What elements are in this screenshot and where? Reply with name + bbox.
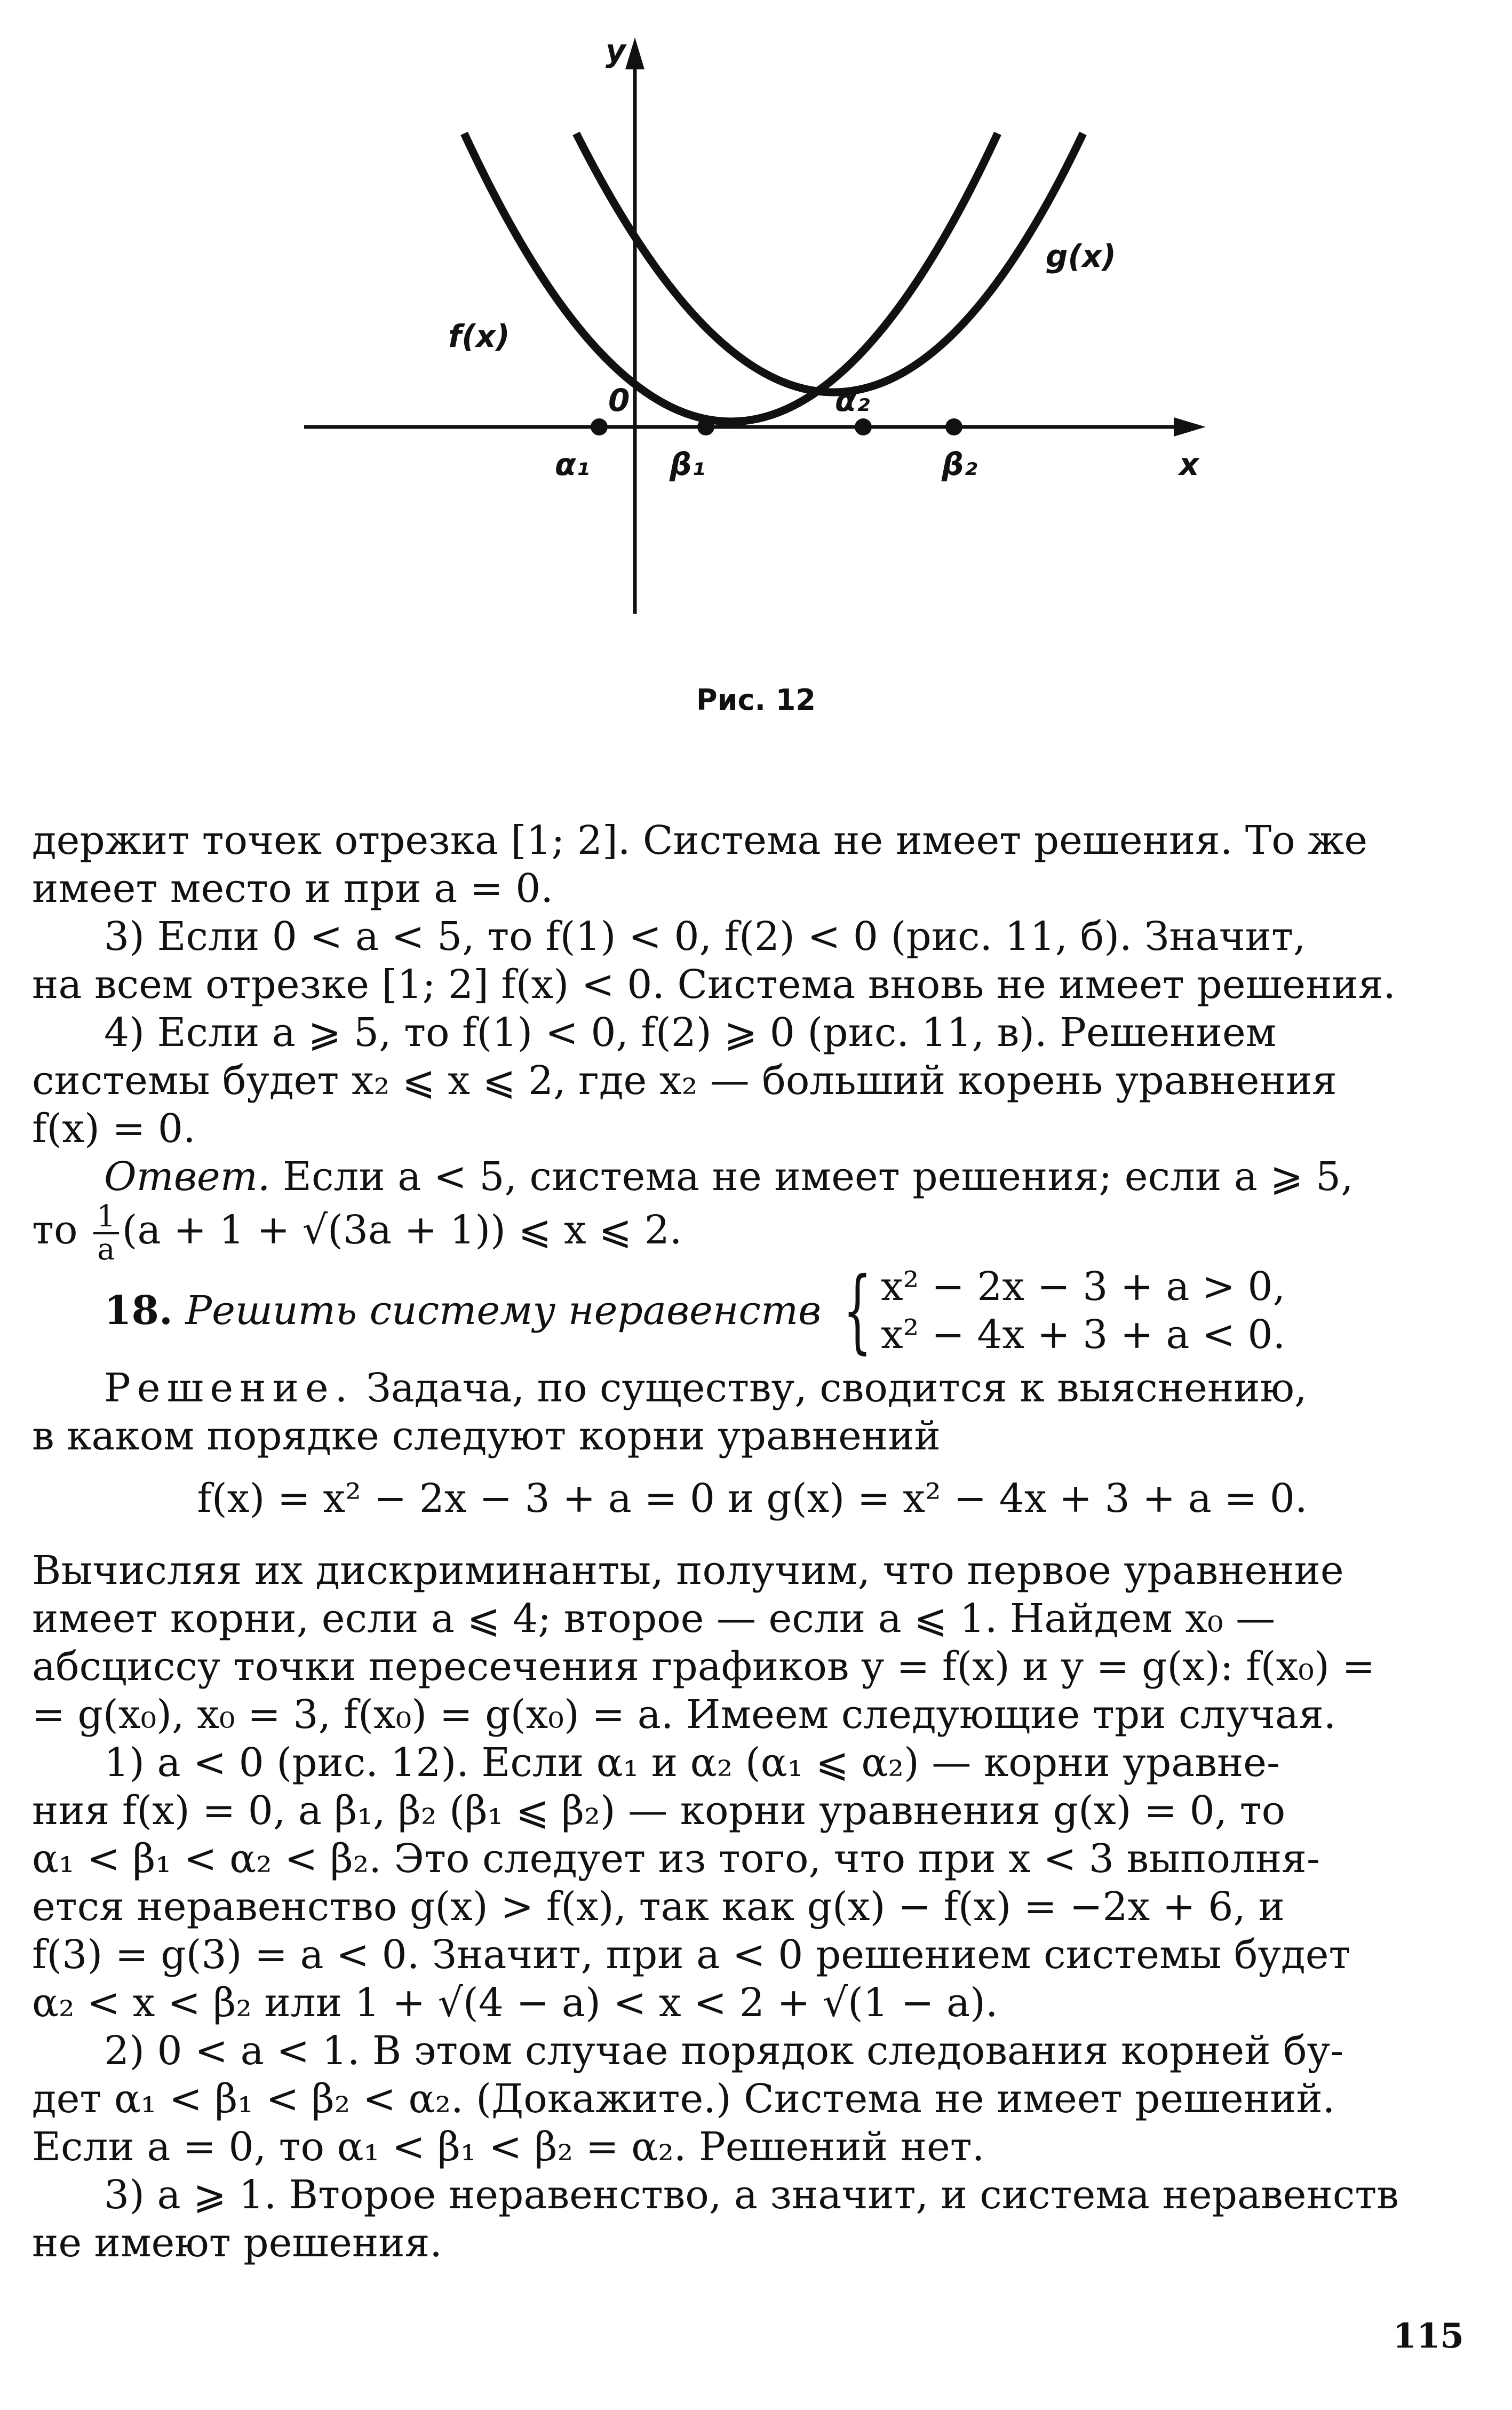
answer-formula: (a + 1 + √(3a + 1)) ⩽ x ⩽ 2. — [122, 1207, 682, 1253]
text-line: α₂ < x < β₂ или 1 + √(4 − a) < x < 2 + √(1 − a). — [32, 1980, 998, 2026]
text-line: имеет корни, если a ⩽ 4; второе — если a ⩽ 1. Найдем x₀ — — [32, 1596, 1276, 1642]
fraction-numerator: 1 — [93, 1201, 119, 1234]
text-line: 1) a < 0 (рис. 12). Если α₁ и α₂ (α₁ ⩽ α₂) — корни уравне- — [104, 1740, 1280, 1786]
text-line: дет α₁ < β₁ < β₂ < α₂. (Докажите.) Система не имеет решений. — [32, 2076, 1335, 2122]
alpha2-point — [855, 418, 872, 435]
text-line: ния f(x) = 0, а β₁, β₂ (β₁ ⩽ β₂) — корни уравнения g(x) = 0, то — [32, 1788, 1286, 1834]
page-text — [32, 816, 1473, 2267]
text-line: 3) a ⩾ 1. Второе неравенство, а значит, и система неравенств — [104, 2172, 1399, 2218]
text-line: f(3) = g(3) = a < 0. Значит, при a < 0 решением системы будет — [32, 1932, 1351, 1978]
parabolas-graph — [288, 32, 1227, 630]
g-label: g(x) — [1046, 238, 1116, 274]
text-line: не имеют решения. — [32, 2220, 442, 2266]
answer-label: Ответ. — [104, 1154, 270, 1200]
x-axis-arrow — [1174, 417, 1206, 437]
alpha1-label: α₁ — [555, 446, 590, 482]
text-line: абсциссу точки пересечения графиков y = f(x) и y = g(x): f(x₀) = — [32, 1644, 1375, 1690]
text-line: ется неравенство g(x) > f(x), так как g(x) − f(x) = −2x + 6, и — [32, 1884, 1285, 1930]
beta2-point — [945, 418, 962, 435]
origin-label: 0 — [608, 382, 630, 418]
text-line: 4) Если a ⩾ 5, то f(1) < 0, f(2) ⩾ 0 (рис. 11, в). Решением — [104, 1010, 1277, 1056]
x-axis-label: x — [1179, 446, 1199, 482]
g-curve — [576, 133, 1083, 392]
task-18 — [32, 1258, 1473, 1363]
alpha2-label: α₂ — [835, 382, 870, 418]
task-title: Решить систему неравенств — [185, 1288, 822, 1334]
system-brace: { — [842, 1258, 872, 1363]
text-line: Вычисляя их дискриминанты, получим, что первое уравнение — [32, 1548, 1344, 1594]
inequality-system — [834, 1258, 1286, 1363]
text-line: f(x) = 0. — [32, 1106, 196, 1152]
alpha1-point — [591, 418, 608, 435]
figure-caption: Рис. 12 — [696, 683, 816, 717]
solution-line — [32, 1364, 1473, 1412]
f-label: f(x) — [448, 318, 510, 354]
beta1-label: β₁ — [670, 446, 705, 482]
answer-formula-line — [32, 1199, 1473, 1267]
equations-display: f(x) = x² − 2x − 3 + a = 0 и g(x) = x² − 4x + 3 + a = 0. — [197, 1476, 1308, 1521]
text-line: α₁ < β₁ < α₂ < β₂. Это следует из того, что при x < 3 выполня- — [32, 1836, 1320, 1882]
fraction-denominator: a — [97, 1232, 115, 1267]
beta1-point — [697, 418, 714, 435]
text-line: на всем отрезке [1; 2] f(x) < 0. Система вновь не имеет решения. — [32, 962, 1396, 1008]
text-line: в каком порядке следуют корни уравнений — [32, 1413, 941, 1459]
system-row-2: x² − 4x + 3 + a < 0. — [880, 1312, 1286, 1358]
f-curve — [464, 133, 998, 422]
figure-12 — [288, 32, 1227, 632]
beta2-label: β₂ — [942, 446, 977, 482]
text-line: 2) 0 < a < 1. В этом случае порядок следования корней бу- — [104, 2028, 1344, 2074]
fraction — [93, 1201, 119, 1265]
solution-text: Задача, по существу, сводится к выяснению, — [354, 1365, 1307, 1411]
y-axis-arrow — [625, 37, 644, 69]
text-line: держит точек отрезка [1; 2]. Система не имеет решения. То же — [32, 818, 1368, 863]
answer-line — [32, 1153, 1473, 1201]
text-line: Если a = 0, то α₁ < β₁ < β₂ = α₂. Решений нет. — [32, 2124, 985, 2170]
y-axis-label: y — [606, 33, 626, 69]
text-line: имеет место и при a = 0. — [32, 866, 553, 911]
solution-label: Решение. — [104, 1365, 354, 1411]
text-line: 3) Если 0 < a < 5, то f(1) < 0, f(2) < 0 (рис. 11, б). Значит, — [104, 914, 1306, 960]
page-number: 115 — [1392, 2316, 1464, 2356]
answer-formula-prefix: то — [32, 1207, 78, 1253]
task-number: 18. — [104, 1288, 173, 1334]
answer-text: Если a < 5, система не имеет решения; если a ⩾ 5, — [270, 1154, 1354, 1200]
system-row-1: x² − 2x − 3 + a > 0, — [880, 1264, 1286, 1310]
text-line: = g(x₀), x₀ = 3, f(x₀) = g(x₀) = a. Имеем следующие три случая. — [32, 1692, 1336, 1738]
text-line: системы будет x₂ ⩽ x ⩽ 2, где x₂ — больший корень уравнения — [32, 1058, 1337, 1104]
